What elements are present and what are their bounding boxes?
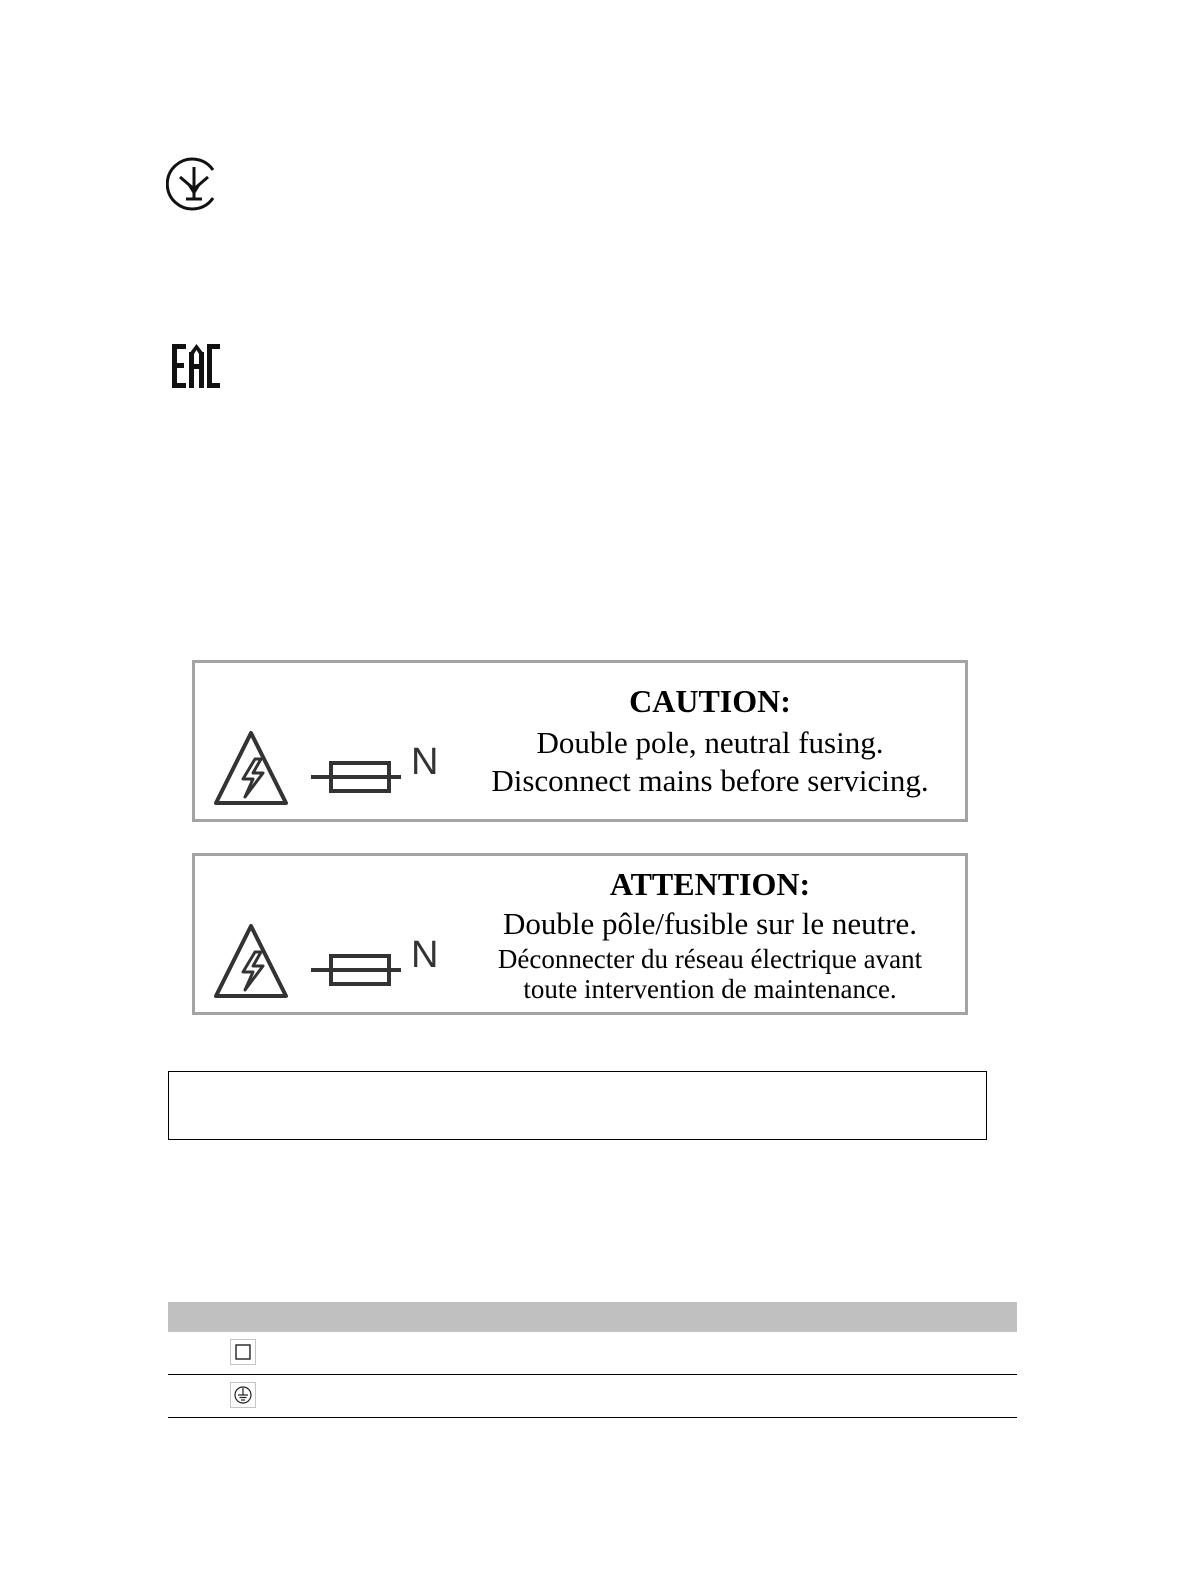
symbol-table [168,1302,1017,1418]
electric-shock-warning-icon [213,729,289,807]
table-header [168,1302,1017,1332]
neutral-label: N [411,934,439,976]
table-row [168,1375,1017,1418]
attention-line-3: toute intervention de maintenance. [523,974,897,1004]
caution-heading: CAUTION: [629,683,791,719]
caution-line-1: Double pole, neutral fusing. [536,725,884,760]
caution-line-2: Disconnect mains before servicing. [491,763,929,798]
table-row [168,1332,1017,1375]
attention-line-1: Double pôle/fusible sur le neutre. [502,906,918,941]
caution-label [192,660,968,822]
protective-earth-icon [230,1382,256,1408]
attention-label [192,853,968,1015]
double-insulation-icon [230,1339,256,1365]
eac-mark-icon [170,342,222,390]
neutral-label: N [411,741,439,783]
attention-line-2: Déconnecter du réseau électrique avant [497,944,923,974]
attention-heading: ATTENTION: [609,866,811,902]
ukrainian-conformity-mark-icon [166,155,222,213]
electric-shock-warning-icon [213,922,289,1000]
empty-framed-box [168,1071,987,1140]
